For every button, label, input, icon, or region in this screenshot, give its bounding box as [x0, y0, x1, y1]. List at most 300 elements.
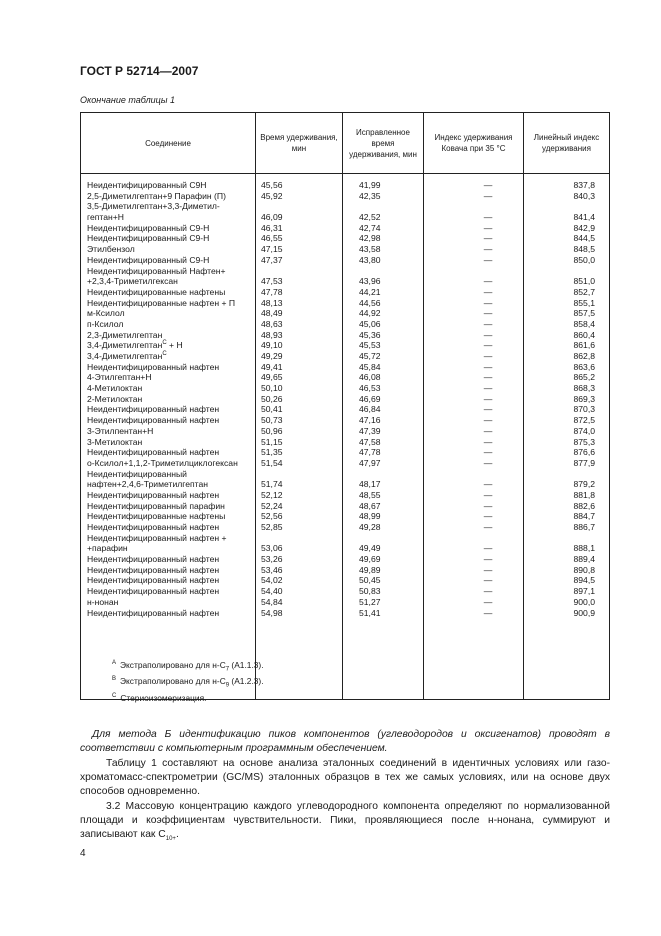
- linear-index: 877,9: [573, 457, 595, 468]
- compound-name-text: Неидентифицированный нафтен: [87, 415, 220, 426]
- table-row: [81, 490, 609, 501]
- corrected-retention-time: 51,41: [359, 607, 381, 618]
- table-row: [81, 533, 609, 544]
- column-header-linear-index: Линейный индекс удерживания: [533, 133, 600, 153]
- corrected-retention-time: 43,58: [359, 244, 381, 255]
- linear-index: 844,5: [573, 233, 595, 244]
- linear-index: 848,5: [573, 244, 595, 255]
- retention-time: 51,15: [261, 436, 283, 447]
- table-row: [81, 351, 609, 362]
- table-row: [81, 298, 609, 309]
- table-caption: Окончание таблицы 1: [80, 95, 175, 105]
- footnote-subscript: 7: [225, 666, 230, 673]
- table-row: [81, 522, 609, 533]
- corrected-retention-time: 48,99: [359, 511, 381, 522]
- retention-time: 52,56: [261, 511, 283, 522]
- compound-name: [87, 372, 152, 383]
- compound-name: [87, 437, 142, 448]
- corrected-retention-time: 48,55: [359, 489, 381, 500]
- table-row: [81, 180, 609, 191]
- corrected-retention-time: 46,53: [359, 383, 381, 394]
- kovats-index: —: [483, 543, 493, 554]
- compound-name-text: Этилбензол: [87, 244, 135, 255]
- table-row: [81, 479, 609, 490]
- compound-name-text: Неидентифицированный нафтен: [87, 607, 220, 618]
- footnote: [112, 672, 264, 688]
- compound-name-text: 3,4-Диметилгептан: [87, 340, 163, 351]
- data-table: [80, 112, 610, 703]
- linear-index: 863,6: [573, 361, 595, 372]
- compound-name-text: 3-Метилоктан: [87, 436, 143, 447]
- table-row: [81, 586, 609, 597]
- compound-name-text: Неидентифицированный нафтен: [87, 404, 220, 415]
- retention-time: 54,98: [261, 607, 283, 618]
- retention-time: 48,63: [261, 318, 283, 329]
- linear-index: 855,1: [573, 297, 595, 308]
- table-body: [81, 180, 609, 618]
- kovats-index: —: [483, 511, 493, 522]
- compound-name-text: гептан+Н: [87, 212, 124, 223]
- table-row: [81, 362, 609, 373]
- compound-name: [87, 340, 183, 351]
- corrected-retention-time: 42,74: [359, 222, 381, 233]
- retention-time: 50,10: [261, 383, 283, 394]
- table-row: [81, 201, 609, 212]
- kovats-index: —: [483, 297, 493, 308]
- linear-index: 840,3: [573, 190, 595, 201]
- kovats-index: —: [483, 276, 493, 287]
- corrected-retention-time: 47,78: [359, 447, 381, 458]
- corrected-retention-time: 49,49: [359, 543, 381, 554]
- kovats-index: —: [483, 479, 493, 490]
- retention-time: 54,40: [261, 586, 283, 597]
- table-row: [81, 372, 609, 383]
- table-notes: [112, 656, 264, 705]
- subscript: 10+: [165, 836, 176, 843]
- footnote-tail: (А1.1.3).: [229, 659, 264, 670]
- compound-name-text: Неидентифицированный: [87, 468, 187, 479]
- table-row: [81, 575, 609, 586]
- corrected-retention-time: 47,16: [359, 415, 381, 426]
- kovats-index: —: [483, 500, 493, 511]
- corrected-retention-time: 42,98: [359, 233, 381, 244]
- compound-name: [87, 276, 178, 287]
- compound-name-text: Неидентифицированные нафтены: [87, 511, 226, 522]
- compound-name-text: 2,5-Диметилгептан+9 Парафин (П): [87, 190, 226, 201]
- corrected-retention-time: 47,58: [359, 436, 381, 447]
- column-header-corrected-time: Исправленное время удерживания, мин: [349, 127, 417, 159]
- compound-name: [87, 394, 142, 405]
- table-row: [81, 437, 609, 448]
- retention-time: 48,49: [261, 308, 283, 319]
- compound-name-text: нафтен+2,4,6-Триметилгептан: [87, 479, 209, 490]
- compound-name-text: Неидентифицированный нафтен: [87, 564, 220, 575]
- kovats-index: —: [483, 457, 493, 468]
- corrected-retention-time: 49,89: [359, 564, 381, 575]
- kovats-index: —: [483, 575, 493, 586]
- compound-name: [87, 319, 123, 330]
- table-row: [81, 543, 609, 554]
- linear-index: 872,5: [573, 415, 595, 426]
- kovats-index: —: [483, 522, 493, 532]
- paragraph-end: .: [175, 829, 179, 840]
- kovats-index: —: [483, 415, 493, 426]
- compound-name: [87, 308, 125, 319]
- compound-name-text: о-Ксилол+1,1,2-Триметилциклогексан: [87, 457, 238, 468]
- kovats-index: —: [483, 586, 493, 597]
- linear-index: 897,1: [573, 586, 595, 597]
- compound-name-text: Неидентифицированный С9-Н: [87, 233, 210, 244]
- corrected-retention-time: 50,83: [359, 586, 381, 597]
- paragraph-table-compilation: Таблицу 1 составляют на основе анализа эталонных соединений в идентичных условиях или газо-хроматомасс-спектрометрии (GC/MS) эталонных образцов в тех же самых условиях, или на основе двух способов одновременно.: [80, 758, 610, 797]
- paragraph-section-3-2: [80, 800, 610, 842]
- corrected-retention-time: 44,56: [359, 297, 381, 308]
- kovats-index: —: [483, 340, 493, 351]
- kovats-index: —: [483, 222, 493, 233]
- table-row: [81, 511, 609, 522]
- kovats-index: —: [483, 254, 493, 265]
- compound-name: [87, 597, 118, 608]
- compound-name-text: 3,4-Диметилгептан: [87, 351, 163, 361]
- compound-name: [87, 458, 238, 469]
- table-row: [81, 319, 609, 330]
- compound-name: [87, 554, 219, 565]
- linear-index: 851,0: [573, 276, 595, 287]
- linear-index: 858,4: [573, 318, 595, 329]
- table-row: [81, 597, 609, 608]
- kovats-index: —: [483, 383, 493, 394]
- compound-name: [87, 511, 225, 522]
- retention-time: 46,31: [261, 222, 283, 233]
- retention-time: 51,54: [261, 457, 283, 468]
- linear-index: 886,7: [573, 522, 595, 532]
- footnote-text: Экстраполировано для н-С: [120, 659, 226, 670]
- compound-name: [87, 479, 208, 490]
- retention-time: 47,53: [261, 276, 283, 287]
- table-row: [81, 276, 609, 287]
- table-row: [81, 415, 609, 426]
- corrected-retention-time: 47,39: [359, 425, 381, 436]
- table-row: [81, 458, 609, 469]
- table-row: [81, 608, 609, 619]
- compound-name-text: 2,3-Диметилгептан: [87, 329, 163, 340]
- retention-time: 53,46: [261, 564, 283, 575]
- corrected-retention-time: 46,08: [359, 372, 381, 383]
- corrected-retention-time: 43,80: [359, 254, 381, 265]
- paragraph-text: 3.2 Массовую концентрацию каждого углеводородного компонента определяют по нормализованной площади и коэффициентам чувствительности. Пики, проявляющиеся после н-нонана, суммируют и записывают как С: [80, 801, 610, 840]
- compound-name: [87, 330, 162, 341]
- compound-name: [87, 490, 219, 501]
- table-row: [81, 404, 609, 415]
- compound-name-text: Неидентифицированный нафтен: [87, 447, 220, 458]
- page-number: 4: [80, 848, 86, 859]
- footnote-tail: (А1.2.3).: [229, 676, 264, 687]
- kovats-index: —: [483, 329, 493, 340]
- table-row: [81, 394, 609, 405]
- kovats-index: —: [483, 212, 493, 223]
- corrected-retention-time: 44,21: [359, 286, 381, 297]
- corrected-retention-time: 46,69: [359, 393, 381, 404]
- column-header-compound: Соединение: [145, 138, 191, 148]
- compound-name: [87, 191, 226, 202]
- retention-time: 51,35: [261, 447, 283, 458]
- compound-name: [87, 543, 128, 554]
- table-row: [81, 191, 609, 202]
- retention-time: 54,02: [261, 575, 283, 586]
- retention-time: 50,73: [261, 415, 283, 426]
- linear-index: 879,2: [573, 479, 595, 490]
- compound-name-text: Неидентифицированный нафтен: [87, 575, 220, 586]
- corrected-retention-time: 43,96: [359, 276, 381, 287]
- linear-index: 850,0: [573, 254, 595, 265]
- retention-time: 47,78: [261, 286, 283, 297]
- compound-name-text: Неидентифицированный нафтен +: [87, 532, 227, 543]
- compound-name-text: 2-Метилоктан: [87, 393, 143, 404]
- retention-time: 51,74: [261, 479, 283, 490]
- compound-name: [87, 212, 124, 223]
- retention-time: 48,93: [261, 329, 283, 340]
- retention-time: 45,56: [261, 180, 283, 190]
- compound-name: [87, 533, 227, 544]
- linear-index: 857,5: [573, 308, 595, 319]
- linear-index: 868,3: [573, 383, 595, 394]
- compound-name-text: Неидентифицированный нафтен: [87, 554, 220, 565]
- kovats-index: —: [483, 596, 493, 607]
- corrected-retention-time: 45,53: [359, 340, 381, 351]
- compound-name-text: Неидентифицированный парафин: [87, 500, 225, 511]
- corrected-retention-time: 47,97: [359, 457, 381, 468]
- linear-index: 900,9: [573, 607, 595, 618]
- corrected-retention-time: 42,52: [359, 212, 381, 223]
- footnote-label: B: [112, 676, 117, 683]
- linear-index: 862,8: [573, 351, 595, 361]
- kovats-index: —: [483, 447, 493, 458]
- corrected-retention-time: 45,84: [359, 361, 381, 372]
- table-row: [81, 233, 609, 244]
- compound-name-text: Неидентифицированный нафтен: [87, 361, 220, 372]
- compound-name-suffix: + Н: [166, 340, 183, 351]
- compound-name: [87, 501, 225, 512]
- retention-time: 52,24: [261, 500, 283, 511]
- compound-name-text: Неидентифицированные нафтены: [87, 286, 226, 297]
- table-header: [81, 113, 609, 174]
- compound-name: [87, 351, 167, 362]
- kovats-index: —: [483, 190, 493, 201]
- kovats-index: —: [483, 180, 493, 190]
- compound-name: [87, 586, 219, 597]
- paragraph-method-b: Для метода Б идентификацию пиков компонентов (углеводородов и оксигенатов) проводят в соответствии с компьютерным программным обеспечением.: [80, 729, 610, 754]
- retention-time: 49,65: [261, 372, 283, 383]
- linear-index: 870,3: [573, 404, 595, 415]
- footnote-label: A: [112, 660, 117, 666]
- compound-name-text: Неидентифицированный нафтен: [87, 522, 220, 532]
- compound-name: [87, 447, 219, 458]
- linear-index: 837,8: [573, 180, 595, 190]
- linear-index: 852,7: [573, 286, 595, 297]
- footnote-subscript: 9: [225, 682, 230, 689]
- compound-name-text: Неидентифицированный С9-Н: [87, 222, 210, 233]
- table-row: [81, 255, 609, 266]
- table-row: [81, 308, 609, 319]
- compound-name: [87, 362, 219, 373]
- compound-name: [87, 404, 219, 415]
- linear-index: 881,8: [573, 489, 595, 500]
- retention-time: 46,09: [261, 212, 283, 223]
- footnote: [112, 689, 264, 705]
- corrected-retention-time: 44,92: [359, 308, 381, 319]
- retention-time: 48,13: [261, 297, 283, 308]
- compound-name-text: 3,5-Диметилгептан+3,3-Диметил-: [87, 201, 220, 212]
- compound-name-text: Неидентифицированный нафтен: [87, 489, 220, 500]
- kovats-index: —: [483, 554, 493, 565]
- kovats-index: —: [483, 564, 493, 575]
- document-header: ГОСТ Р 52714—2007: [80, 64, 199, 78]
- retention-time: 53,06: [261, 543, 283, 554]
- table-row: [81, 554, 609, 565]
- compound-name-text: м-Ксилол: [87, 308, 125, 319]
- footnote-text: Экстраполировано для н-С: [120, 676, 226, 687]
- compound-name: [87, 255, 209, 266]
- compound-name: [87, 469, 187, 480]
- compound-name-text: Неидентифицированный С9-Н: [87, 254, 210, 265]
- linear-index: 888,1: [573, 543, 595, 554]
- compound-name-text: 4-Этилгептан+Н: [87, 372, 152, 383]
- table-row: [81, 501, 609, 512]
- compound-name: [87, 266, 226, 277]
- table-row: [81, 383, 609, 394]
- linear-index: 882,6: [573, 500, 595, 511]
- retention-time: 53,26: [261, 554, 283, 565]
- compound-name: [87, 426, 153, 437]
- table-row: [81, 330, 609, 341]
- retention-time: 45,92: [261, 190, 283, 201]
- corrected-retention-time: 46,84: [359, 404, 381, 415]
- table-row: [81, 266, 609, 277]
- kovats-index: —: [483, 393, 493, 404]
- compound-name: [87, 522, 219, 533]
- kovats-index: —: [483, 436, 493, 447]
- column-header-retention-time: Время удерживания, мин: [260, 133, 338, 153]
- compound-name-text: Неидентифицированный Нафтен+: [87, 265, 226, 276]
- kovats-index: —: [483, 318, 493, 329]
- linear-index: 869,3: [573, 393, 595, 404]
- linear-index: 889,4: [573, 554, 595, 565]
- retention-time: 49,41: [261, 361, 283, 372]
- table-row: [81, 223, 609, 234]
- compound-name-text: 3-Этилпентан+Н: [87, 425, 154, 436]
- table-row: [81, 340, 609, 351]
- linear-index: 842,9: [573, 222, 595, 233]
- compound-name-text: +парафин: [87, 543, 128, 554]
- kovats-index: —: [483, 607, 493, 618]
- kovats-index: —: [483, 372, 493, 383]
- kovats-index: —: [483, 286, 493, 297]
- corrected-retention-time: 41,99: [359, 180, 381, 190]
- linear-index: 874,0: [573, 425, 595, 436]
- linear-index: 894,5: [573, 575, 595, 586]
- corrected-retention-time: 51,27: [359, 596, 381, 607]
- table-row: [81, 469, 609, 480]
- compound-name: [87, 287, 225, 298]
- retention-time: 47,15: [261, 244, 283, 255]
- retention-time: 46,55: [261, 233, 283, 244]
- retention-time: 52,85: [261, 522, 283, 532]
- retention-time: 50,41: [261, 404, 283, 415]
- kovats-index: —: [483, 425, 493, 436]
- compound-name-text: +2,3,4-Триметилгексан: [87, 276, 178, 287]
- compound-name: [87, 383, 142, 394]
- table-row: [81, 565, 609, 576]
- footnote: [112, 656, 264, 672]
- kovats-index: —: [483, 489, 493, 500]
- compound-name-text: 4-Метилоктан: [87, 383, 143, 394]
- compound-name-text: Неидентифицированный С9Н: [87, 180, 207, 190]
- linear-index: 861,6: [573, 340, 595, 351]
- corrected-retention-time: 42,35: [359, 190, 381, 201]
- retention-time: 50,26: [261, 393, 283, 404]
- compound-name: [87, 233, 209, 244]
- compound-name: [87, 298, 235, 309]
- retention-time: 50,96: [261, 425, 283, 436]
- footnote-marker: C: [162, 351, 167, 358]
- compound-name-text: Неидентифицированный нафтен: [87, 586, 220, 597]
- corrected-retention-time: 49,69: [359, 554, 381, 565]
- compound-name: [87, 180, 207, 191]
- linear-index: 860,4: [573, 329, 595, 340]
- footnote-label: C: [112, 692, 117, 699]
- corrected-retention-time: 45,06: [359, 318, 381, 329]
- corrected-retention-time: 50,45: [359, 575, 381, 586]
- kovats-index: —: [483, 351, 493, 361]
- compound-name: [87, 244, 135, 255]
- corrected-retention-time: 45,72: [359, 351, 381, 361]
- linear-index: 900,0: [573, 596, 595, 607]
- compound-name: [87, 575, 219, 586]
- compound-name: [87, 415, 219, 426]
- kovats-index: —: [483, 233, 493, 244]
- kovats-index: —: [483, 404, 493, 415]
- linear-index: 841,4: [573, 212, 595, 223]
- compound-name: [87, 565, 219, 576]
- corrected-retention-time: 48,67: [359, 500, 381, 511]
- linear-index: 865,2: [573, 372, 595, 383]
- compound-name-text: п-Ксилол: [87, 318, 124, 329]
- corrected-retention-time: 49,28: [359, 522, 381, 532]
- compound-name: [87, 201, 220, 212]
- table-row: [81, 447, 609, 458]
- retention-time: 47,37: [261, 254, 283, 265]
- linear-index: 884,7: [573, 511, 595, 522]
- linear-index: 876,6: [573, 447, 595, 458]
- table-row: [81, 244, 609, 255]
- retention-time: 49,10: [261, 340, 283, 351]
- compound-name-text: Неидентифицированные нафтен + П: [87, 297, 236, 308]
- kovats-index: —: [483, 361, 493, 372]
- retention-time: 52,12: [261, 489, 283, 500]
- compound-name-text: н-нонан: [87, 596, 119, 607]
- corrected-retention-time: 48,17: [359, 479, 381, 490]
- compound-name: [87, 608, 219, 619]
- table-row: [81, 212, 609, 223]
- linear-index: 890,8: [573, 564, 595, 575]
- kovats-index: —: [483, 308, 493, 319]
- compound-name: [87, 223, 209, 234]
- retention-time: 54,84: [261, 596, 283, 607]
- kovats-index: —: [483, 244, 493, 255]
- linear-index: 875,3: [573, 436, 595, 447]
- corrected-retention-time: 45,36: [359, 329, 381, 340]
- footnote-text: Стериоизомеризация.: [120, 692, 207, 703]
